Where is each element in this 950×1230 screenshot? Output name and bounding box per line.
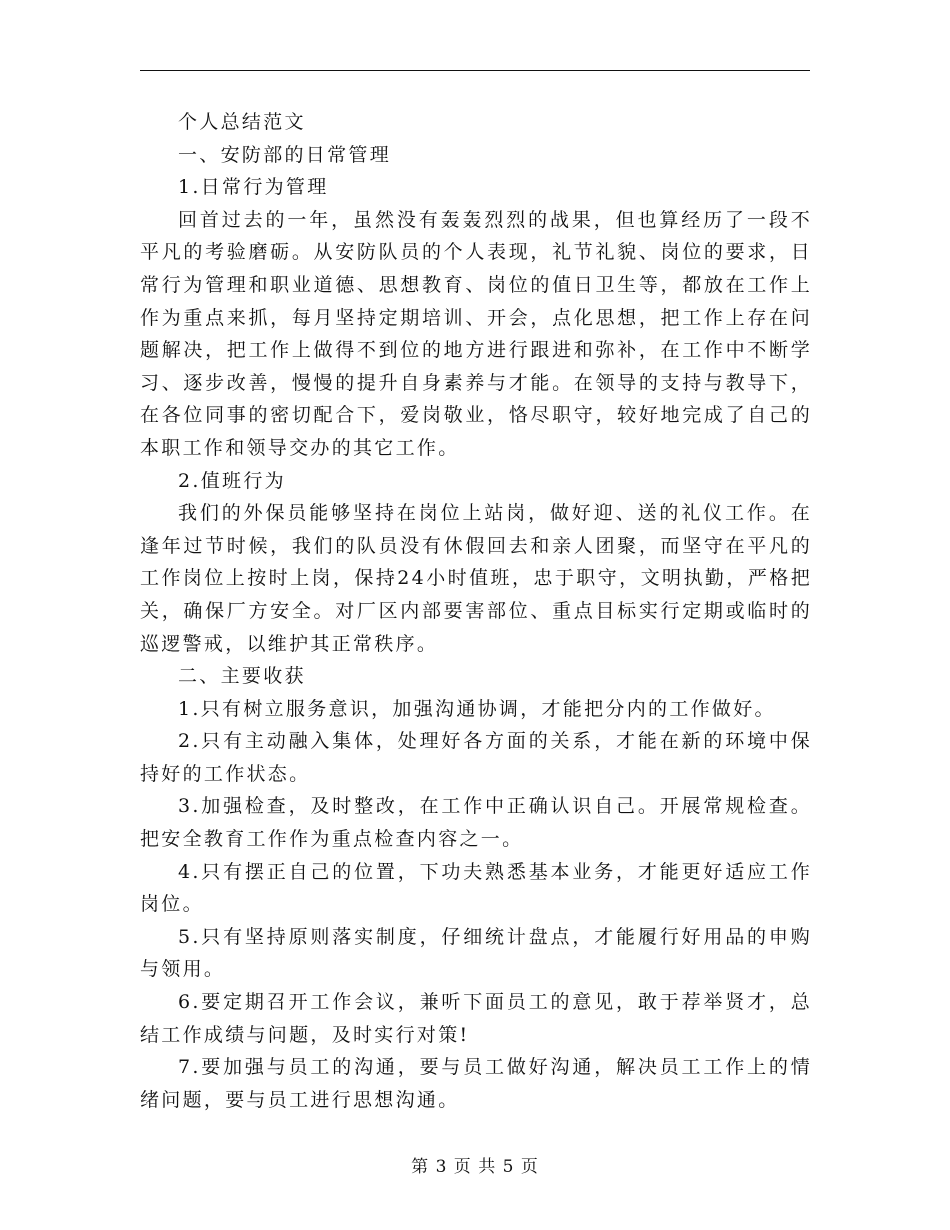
gain-item-5: 5.只有坚持原则落实制度，仔细统计盘点，才能履行好用品的申购与领用。 [140,925,812,981]
document-body [140,106,812,1116]
section-heading-daily-management: 一、安防部的日常管理 [178,143,392,166]
header-rule [140,70,810,71]
paragraph-behavior-management: 回首过去的一年，虽然没有轰轰烈烈的战果，但也算经历了一段不平凡的考验磨砺。从安防队员的个人表现，礼节礼貌、岗位的要求，日常行为管理和职业道德、思想教育、岗位的值日卫生等，都放在工作上作为重点来抓，每月坚持定期培训、开会，点化思想，把工作上存在问题解决，把工作上做得不到位的地方进行跟进和弥补，在工作中不断学习、逐步改善，慢慢的提升自身素养与才能。在领导的支持与教导下，在各位同事的密切配合下，爱岗敬业，恪尽职守，较好地完成了自己的本职工作和领导交办的其它工作。 [140,208,812,459]
gain-item-1: 1.只有树立服务意识，加强沟通协调，才能把分内的工作做好。 [178,697,776,720]
subheading-duty-behavior: 2.值班行为 [178,469,286,492]
gain-item-3: 3.加强检查，及时整改，在工作中正确认识自己。开展常规检查。把安全教育工作作为重点检查内容之一。 [140,795,812,851]
paragraph-duty-behavior: 我们的外保员能够坚持在岗位上站岗，做好迎、送的礼仪工作。在逢年过节时候，我们的队员没有休假回去和亲人团聚，而坚守在平凡的工作岗位上按时上岗，保持24小时值班，忠于职守，文明执勤，严格把关，确保厂方安全。对厂区内部要害部位、重点目标实行定期或临时的巡逻警戒，以维护其正常秩序。 [140,502,812,655]
gain-item-6: 6.要定期召开工作会议，兼听下面员工的意见，敢于荐举贤才，总结工作成绩与问题，及时实行对策! [140,991,812,1046]
subheading-behavior-management: 1.日常行为管理 [178,176,329,199]
page-number-footer: 第 3 页 共 5 页 [411,1157,539,1177]
section-heading-main-gains: 二、主要收获 [178,665,306,688]
gain-item-2: 2.只有主动融入集体，处理好各方面的关系，才能在新的环境中保持好的工作状态。 [140,730,812,785]
doc-title: 个人总结范文 [178,111,306,133]
gain-item-7: 7.要加强与员工的沟通，要与员工做好沟通，解决员工工作上的情绪问题，要与员工进行思想沟通。 [140,1056,812,1111]
gain-item-4: 4.只有摆正自己的位置，下功夫熟悉基本业务，才能更好适应工作岗位。 [140,860,812,916]
